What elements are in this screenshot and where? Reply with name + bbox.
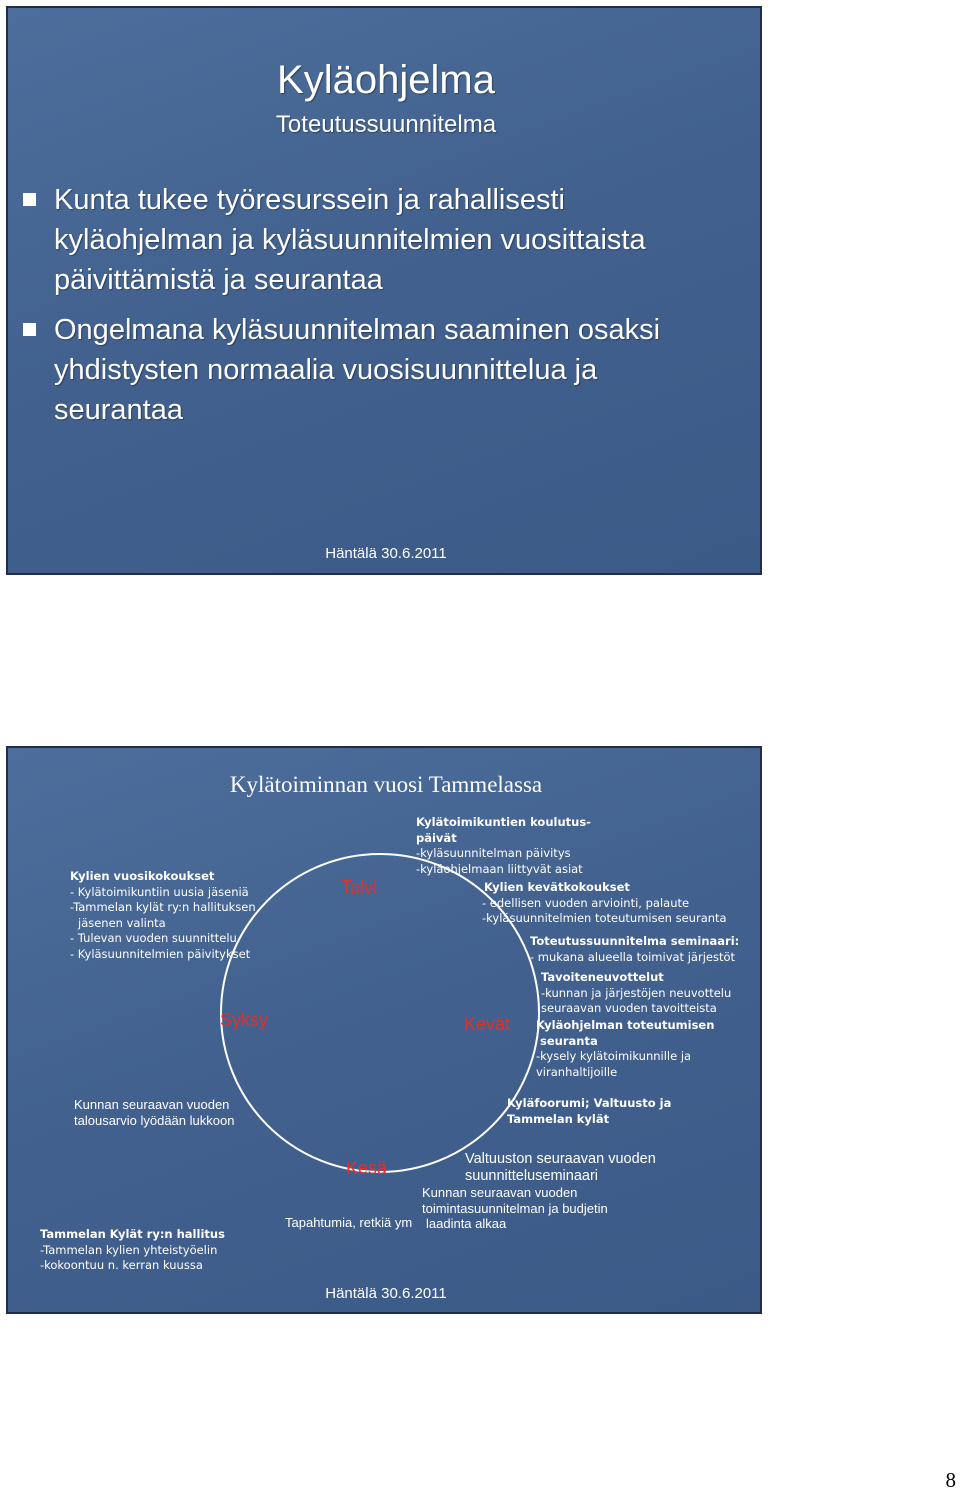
forum-line-1: Kyläfoorumi; Valtuusto ja bbox=[507, 1096, 672, 1110]
board-heading: Tammelan Kylät ry:n hallitus bbox=[40, 1227, 225, 1241]
municipal-plan-block bbox=[422, 1185, 662, 1232]
budget-line-2: talousarvio lyödään lukkoon bbox=[74, 1112, 235, 1128]
municipal-line-2: toimintasuunnitelman ja budjetin bbox=[422, 1200, 608, 1216]
monitoring-heading-1: Kyläohjelman toteutumisen bbox=[536, 1018, 715, 1032]
season-autumn: Syksy bbox=[220, 1010, 269, 1030]
budget-note bbox=[74, 1097, 274, 1128]
monitoring-block bbox=[536, 1018, 756, 1080]
training-heading-1: Kylätoimikuntien koulutus- bbox=[416, 815, 591, 829]
municipal-line-3: laadinta alkaa bbox=[426, 1216, 507, 1231]
board-line-1: -Tammelan kylien yhteistyöelin bbox=[40, 1242, 218, 1257]
slide-1-subtitle: Toteutussuunnitelma bbox=[275, 111, 497, 138]
spring-meetings-block bbox=[482, 880, 762, 927]
council-seminar-block bbox=[465, 1151, 705, 1185]
council-line-1: Valtuuston seuraavan vuoden bbox=[465, 1151, 656, 1167]
seminar-heading: Toteutussuunnitelma seminaari: bbox=[530, 934, 740, 948]
spring-meetings-heading: Kylien kevätkokoukset bbox=[484, 880, 630, 894]
square-bullet-icon bbox=[23, 193, 36, 206]
slide-2 bbox=[6, 746, 762, 1314]
village-forum-block bbox=[507, 1096, 727, 1127]
slide-2-footer: Häntälä 30.6.2011 bbox=[325, 1285, 447, 1302]
seminar-line-1: - mukana alueella toimivat järjestöt bbox=[530, 949, 736, 964]
bullet-text-2: Ongelmana kyläsuunnitelman saaminen osaksi yhdistysten normaalia vuosisuunnittelua ja seurantaa bbox=[54, 314, 661, 426]
training-days-block bbox=[416, 815, 646, 877]
slide-2-title: Kylätoiminnan vuosi Tammelassa bbox=[229, 772, 543, 797]
training-line-1: -kyläsuunnitelman päivitys bbox=[416, 846, 571, 860]
autumn-line-1: - Kylätoimikuntiin uusia jäseniä bbox=[70, 884, 249, 899]
autumn-line-2: -Tammelan kylät ry:n hallituksen bbox=[70, 900, 256, 914]
training-heading-2: päivät bbox=[416, 830, 457, 845]
season-winter: Talvi bbox=[341, 877, 378, 897]
autumn-line-3: jäsenen valinta bbox=[78, 915, 166, 930]
bullet-item-1 bbox=[54, 180, 734, 300]
spring-line-1: - edellisen vuoden arviointi, palaute bbox=[482, 895, 690, 910]
board-line-2: -kokoontuu n. kerran kuussa bbox=[40, 1258, 203, 1272]
municipal-line-1: Kunnan seuraavan vuoden bbox=[422, 1185, 578, 1200]
negotiations-heading: Tavoiteneuvottelut bbox=[541, 970, 664, 984]
target-negotiations-block bbox=[541, 970, 761, 1017]
square-bullet-icon bbox=[23, 323, 36, 336]
board-block bbox=[40, 1227, 260, 1274]
season-spring: Kevät bbox=[464, 1014, 511, 1034]
forum-line-2: Tammelan kylät bbox=[507, 1111, 610, 1126]
negotiations-line-1: -kunnan ja järjestöjen neuvottelu bbox=[541, 985, 732, 1000]
spring-line-2: -kyläsuunnitelmien toteutumisen seuranta bbox=[482, 911, 727, 925]
slide-1 bbox=[6, 6, 762, 575]
budget-line-1: Kunnan seuraavan vuoden bbox=[74, 1097, 230, 1112]
council-line-2: suunnitteluseminaari bbox=[465, 1168, 598, 1184]
events-note: Tapahtumia, retkiä ym bbox=[285, 1215, 413, 1230]
autumn-line-5: - Kyläsuunnitelmien päivitykset bbox=[70, 946, 251, 961]
page-number: 8 bbox=[945, 1468, 956, 1492]
bullet-item-2 bbox=[54, 310, 734, 430]
negotiations-line-2: seuraavan vuoden tavoitteista bbox=[541, 1001, 717, 1015]
autumn-meetings-block bbox=[70, 869, 290, 962]
slide-1-footer: Häntälä 30.6.2011 bbox=[325, 545, 447, 562]
implementation-seminar-block bbox=[530, 934, 760, 965]
bullet-text-1: Kunta tukee työresurssein ja rahallisesti kyläohjelman ja kyläsuunnitelmien vuosittaista päivittämistä ja seurantaa bbox=[54, 184, 646, 296]
slide-1-title: Kyläohjelma bbox=[277, 58, 495, 102]
season-summer: Kesä bbox=[346, 1158, 388, 1178]
autumn-meetings-heading: Kylien vuosikokoukset bbox=[70, 869, 215, 883]
monitoring-line-2: viranhaltijoille bbox=[536, 1064, 618, 1079]
training-line-2: -kyläohjelmaan liittyvät asiat bbox=[416, 861, 583, 876]
monitoring-heading-2: seuranta bbox=[540, 1033, 598, 1048]
autumn-line-4: - Tulevan vuoden suunnittelu bbox=[70, 931, 237, 945]
monitoring-line-1: -kysely kylätoimikunnille ja bbox=[536, 1049, 692, 1063]
